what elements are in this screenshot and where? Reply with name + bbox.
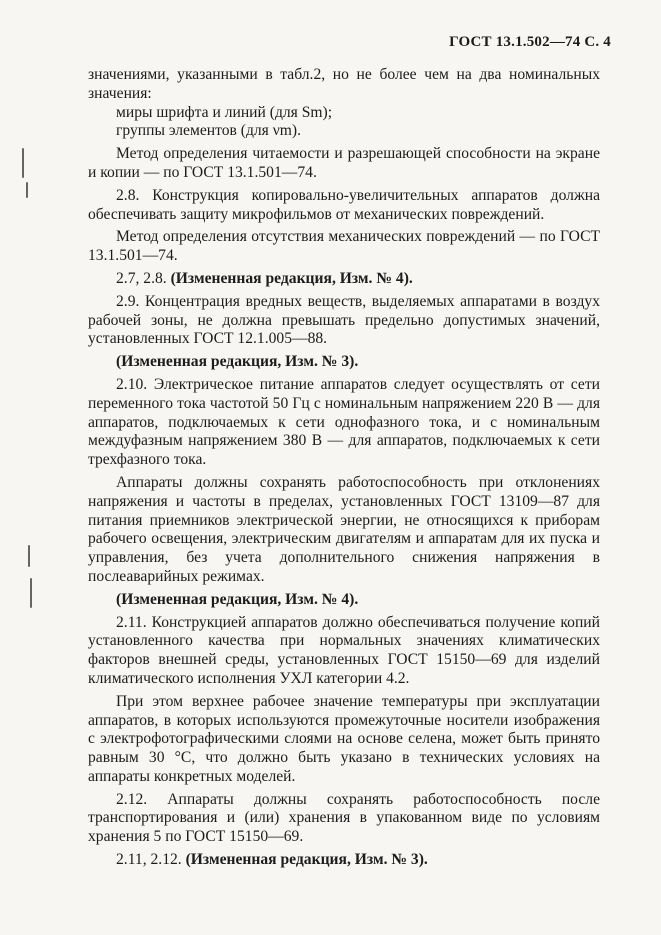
paragraph: При этом верхнее рабочее значение температуры при эксплуатации аппаратов, в которых используются промежуточные носители изображения с электрофотографическими слоями на основе селена, может быть принято равным 30 °С, что должно быть указано в технических условиях на аппараты конкретных моделей. (88, 692, 600, 785)
margin-change-bar (28, 545, 30, 567)
paragraph: 2.11. Конструкцией аппаратов должно обеспечиваться получение копий установленного качества при нормальных значениях климатических факторов внешней среды, установленных ГОСТ 15150—69 для изделий климатического исполнения УХЛ категории 4.2. (88, 613, 600, 687)
paragraph: 2.8. Конструкция копировально-увеличительных аппаратов должна обеспечивать защиту микрофильмов от механических повреждений. (88, 186, 600, 223)
amendment-label: (Измененная редакция, Изм. № 3). (185, 851, 428, 869)
paragraph: Метод определения отсутствия механических повреждений — по ГОСТ 13.1.501—74. (88, 228, 600, 265)
clause-ref: 2.11, 2.12. (116, 851, 186, 869)
margin-change-bar (30, 578, 32, 608)
margin-change-bar (26, 182, 28, 198)
paragraph: значениями, указанными в табл.2, но не более чем на два номинальных значения: (88, 66, 600, 102)
amendment-note: (Измененная редакция, Изм. № 4). (116, 590, 359, 608)
page-header: ГОСТ 13.1.502—74 С. 4 (449, 34, 611, 50)
document-body (88, 66, 600, 870)
list-item: миры шрифта и линий (для Sm); (116, 103, 333, 121)
margin-change-bar (22, 148, 24, 178)
paragraph: 2.9. Концентрация вредных веществ, выделяемых аппаратами в воздух рабочей зоны, не должна превышать предельно допустимых значений, установленных ГОСТ 12.1.005—88. (88, 292, 600, 348)
paragraph: 2.10. Электрическое питание аппаратов следует осуществлять от сети переменного тока частотой 50 Гц с номинальным напряжением 220 В — для аппаратов, подключаемых к сети однофазного тока, и с номинальным междуфазным напряжением 380 В — для аппаратов, подключаемых к сети трехфазного тока. (88, 375, 600, 469)
list-item: группы элементов (для νm). (116, 122, 302, 140)
amendment-label: (Измененная редакция, Изм. № 4). (170, 269, 413, 287)
clause-ref: 2.7, 2.8. (116, 269, 171, 287)
amendment-note: (Измененная редакция, Изм. № 3). (116, 353, 359, 371)
amendment-note (88, 270, 600, 289)
paragraph: Аппараты должны сохранять работоспособность при отклонениях напряжения и частоты в пределах, установленных ГОСТ 13109—87 для питания приемников электрической энергии, не относящихся к приборам рабочего освещения, электрическим двигателям и аппаратам для их пуска и управления, без учета дополнительного снижения напряжения в послеаварийных режимах. (88, 473, 600, 585)
paragraph: Метод определения читаемости и разрешающей способности на экране и копии — по ГОСТ 13.1.501—74. (88, 145, 600, 181)
paragraph: 2.12. Аппараты должны сохранять работоспособность после транспортирования и (или) хранения в упакованном виде по условиям хранения 5 по ГОСТ 15150—69. (88, 790, 600, 846)
amendment-note (88, 851, 600, 870)
